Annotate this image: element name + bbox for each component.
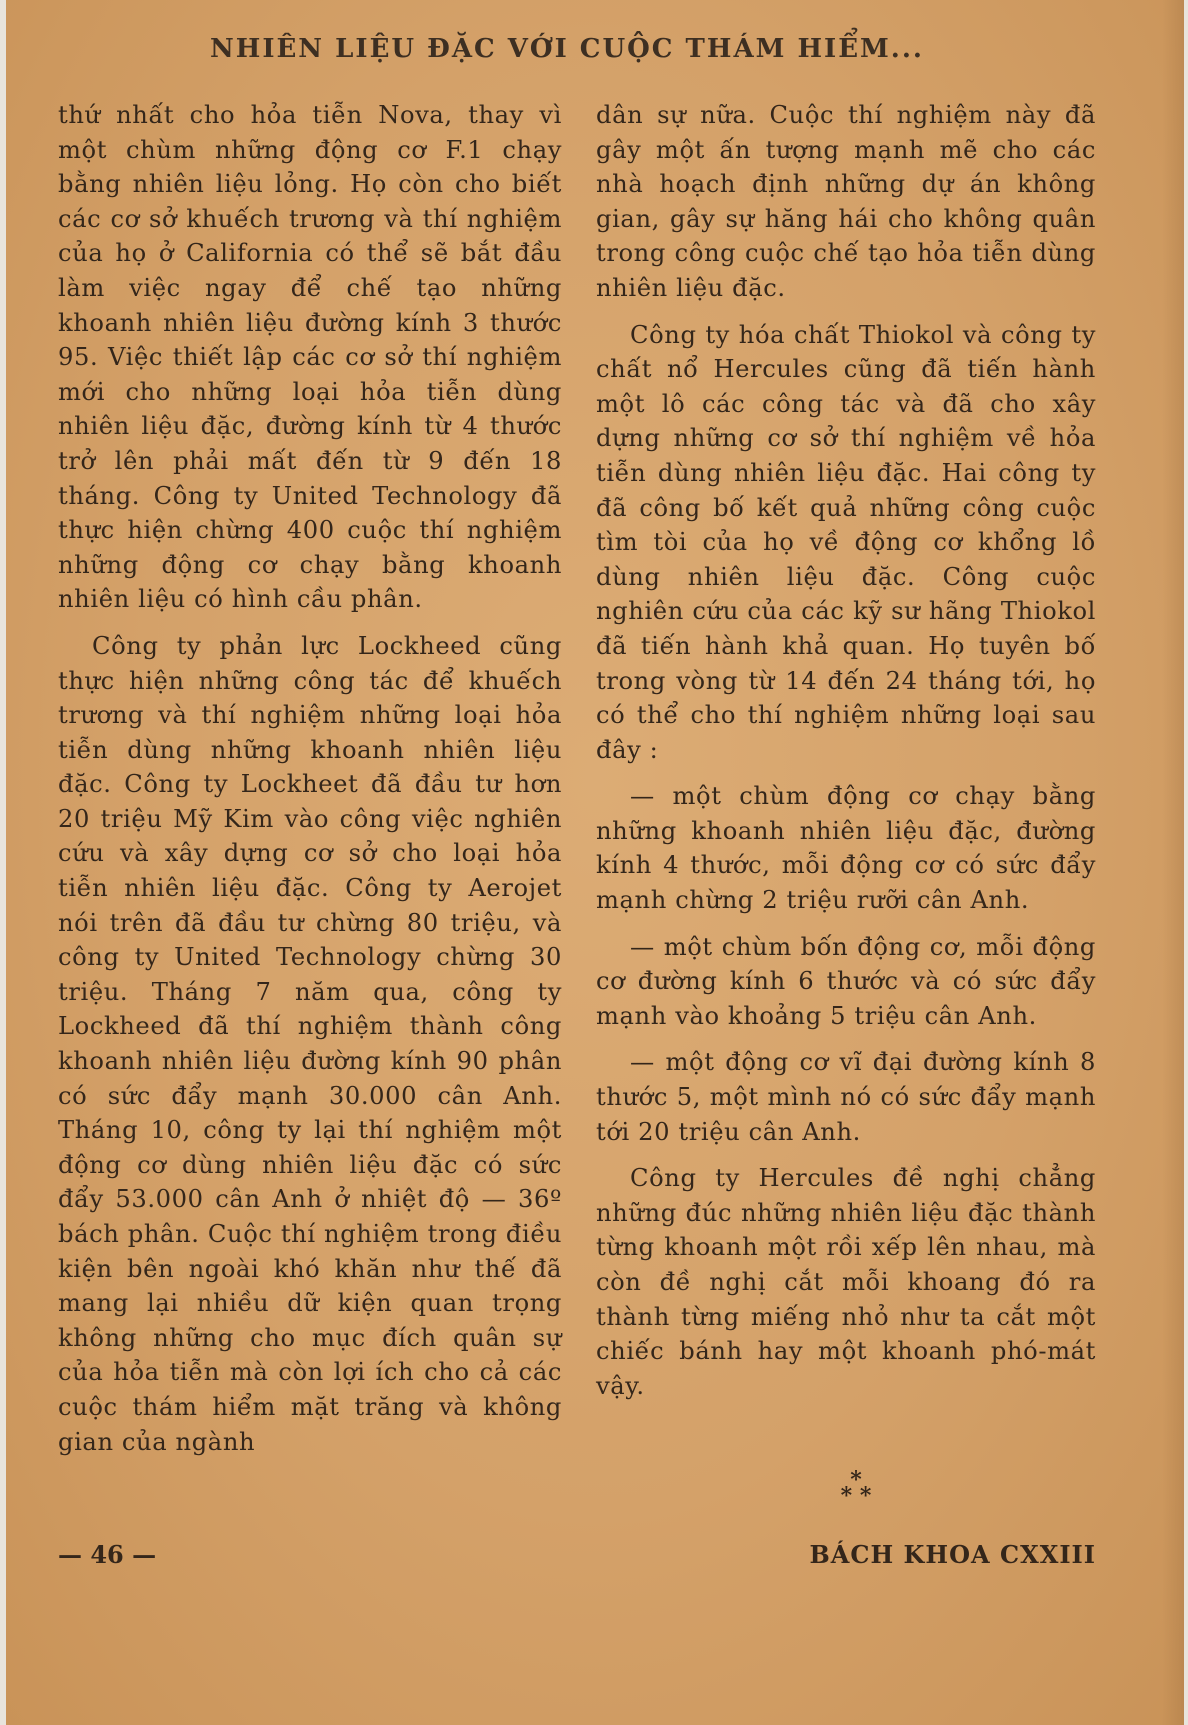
paragraph: dân sự nữa. Cuộc thí nghiệm này đã gây một ấn tượng mạnh mẽ cho các nhà hoạch định những dự án không gian, gây sự hăng hái cho không quân trong công cuộc chế tạo hỏa tiễn dùng nhiên liệu đặc. (596, 101, 1096, 302)
paragraph: Công ty phản lực Lockheed cũng thực hiện những công tác để khuếch trương và thí nghiệm những loại hỏa tiễn dùng những khoanh nhiên liệu đặc. Công ty Lockheet đã đầu tư hơn 20 triệu Mỹ Kim vào công việc nghiên cứu và xây dựng cơ sở cho loại hỏa tiễn nhiên liệu đặc. Công ty Aerojet nói trên đã đầu tư chừng 80 triệu, và công ty United Technology chừng 30 triệu. Tháng 7 năm qua, công ty Lockheed đã thí nghiệm thành công khoanh nhiên liệu đường kính 90 phân có sức đẩy mạnh 30.000 cân Anh. Tháng 10, công ty lại thí nghiệm một động cơ dùng nhiên liệu đặc có sức đẩy 53.000 cân Anh ở nhiệt độ — 36º bách phân. Cuộc thí nghiệm trong điều kiện bên ngoài khó khăn như thế đã mang lại nhiều dữ kiện quan trọng không những cho mục đích quân sự của hỏa tiễn mà còn lợi ích cho cả các cuộc thám hiểm mặt trăng và không gian của ngành (58, 631, 562, 1456)
left-column (58, 98, 562, 1471)
list-item: — một chùm động cơ chạy bằng những khoanh nhiên liệu đặc, đường kính 4 thước, mỗi động cơ có sức đẩy mạnh chừng 2 triệu rưỡi cân Anh. (596, 782, 1096, 915)
paragraph: Công ty Hercules đề nghị chẳng những đúc những nhiên liệu đặc thành từng khoanh một rồi xếp lên nhau, mà còn đề nghị cắt mỗi khoang đó ra thành từng miếng nhỏ như ta cắt một chiếc bánh hay một khoanh phó-mát vậy. (596, 1164, 1096, 1400)
section-separator: * * * (840, 1467, 872, 1509)
paragraph: Công ty hóa chất Thiokol và công ty chất nổ Hercules cũng đã tiến hành một lô các công tác và đã cho xây dựng những cơ sở thí nghiệm về hỏa tiễn dùng nhiên liệu đặc. Hai công ty đã công bố kết quả những công cuộc tìm tòi của họ về động cơ khổng lồ dùng nhiên liệu đặc. Công cuộc nghiên cứu của các kỹ sư hãng Thiokol đã tiến hành khả quan. Họ tuyên bố trong vòng từ 14 đến 24 tháng tới, họ có thể cho thí nghiệm những loại sau đây : (596, 320, 1096, 764)
page-edge-shadow (1162, 0, 1184, 1725)
running-header: NHIÊN LIỆU ĐẶC VỚI CUỘC THÁM HIỂM... (210, 34, 924, 64)
list-item: — một chùm bốn động cơ, mỗi động cơ đường kính 6 thước và có sức đẩy mạnh vào khoảng 5 triệu cân Anh. (596, 932, 1096, 1030)
list-item: — một động cơ vĩ đại đường kính 8 thước 5, một mình nó có sức đẩy mạnh tới 20 triệu cân Anh. (596, 1048, 1096, 1146)
right-column (596, 98, 1096, 1415)
magazine-issue: BÁCH KHOA CXXIII (809, 1540, 1096, 1569)
page (6, 0, 1184, 1725)
page-number: — 46 — (58, 1540, 157, 1569)
paragraph: thứ nhất cho hỏa tiễn Nova, thay vì một chùm những động cơ F.1 chạy bằng nhiên liệu lỏng. Họ còn cho biết các cơ sở khuếch trương và thí nghiệm của họ ở California có thể sẽ bắt đầu làm việc ngay để chế tạo những khoanh nhiên liệu đường kính 3 thước 95. Việc thiết lập các cơ sở thí nghiệm mới cho những loại hỏa tiễn dùng nhiên liệu đặc, đường kính từ 4 thước trở lên phải mất đến từ 9 đến 18 tháng. Công ty United Technology đã thực hiện chừng 400 cuộc thí nghiệm những động cơ chạy bằng khoanh nhiên liệu có hình cầu phân. (58, 101, 562, 614)
